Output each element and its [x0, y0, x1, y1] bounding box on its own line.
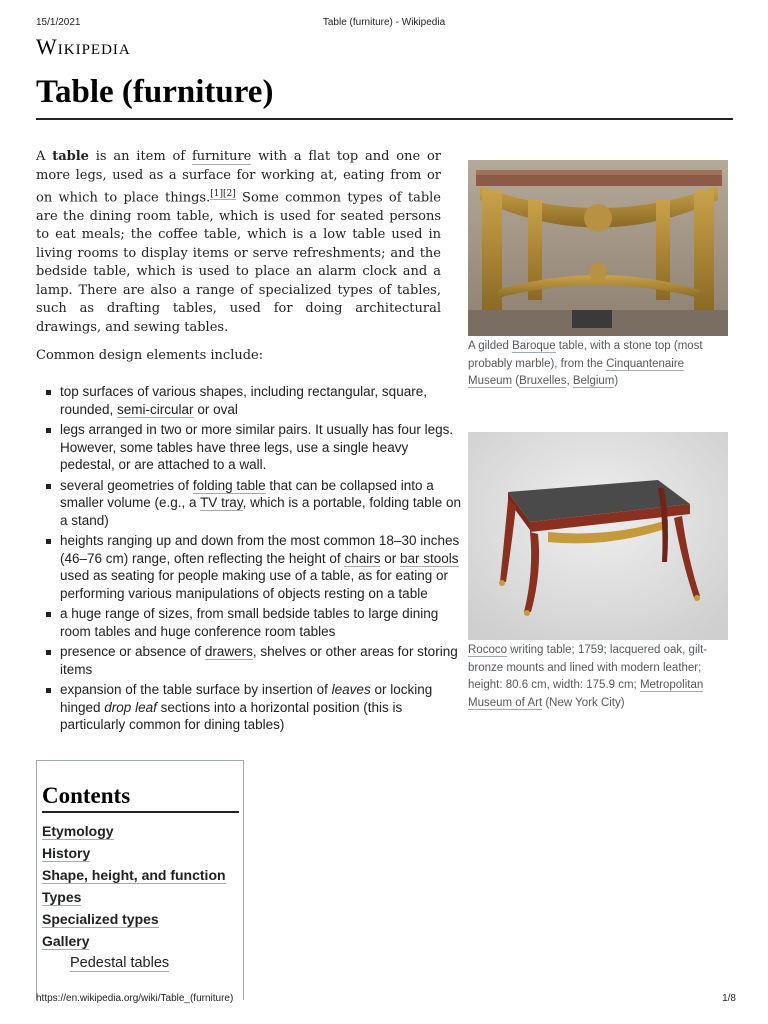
list-item: heights ranging up and down from the most common 18–30 inches (46–76 cm) range, often reflecting the height of chairs or bar stools used as seating for people making use of a table, as for eating or performing various manipulations of objects resting on a table [60, 532, 464, 602]
intro-paragraph: A table is an item of furniture with a flat top and one or more legs, used as a surface for working at, eating from or on which to place things.[1][2] Some common types of table are the dining room table, which is used for seated persons to eat meals; the coffee table, which is a low table used in living rooms to display items or serve refreshments; and the bedside table, which is used to place an alarm clock and a lamp. There are also a range of specialized types of tables, such as drafting tables, used for doing architectural drawings, and sewing tables. [36, 149, 442, 335]
toc-item-etymology[interactable]: Etymology [42, 823, 114, 839]
figure-caption: A gilded Baroque table, with a stone top (most probably marble), from the Cinquantenaire Museum (Bruxelles, Belgium) [468, 340, 703, 387]
page-number: 1/8 [722, 993, 736, 1004]
list-item: several geometries of folding table that can be collapsed into a smaller volume (e.g., a TV tray, which is a portable, folding table on a stand) [60, 477, 464, 530]
figure-caption: Rococo writing table; 1759; lacquered oak, gilt-bronze mounts and lined with modern leather; height: 80.6 cm, width: 175.9 cm; Metropolitan Museum of Art (New York City) [468, 644, 708, 709]
link-bruxelles[interactable]: Bruxelles [519, 375, 567, 387]
design-elements-list [36, 383, 464, 737]
link-semi-circular[interactable]: semi-circular [117, 401, 194, 417]
list-item: top surfaces of various shapes, including rectangular, square, rounded, semi-circular or oval [60, 383, 464, 418]
link-cinquantenaire-museum[interactable]: Cinquantenaire Museum [468, 357, 685, 387]
figure-baroque-table [468, 160, 728, 391]
toc-item-gallery[interactable]: Gallery [42, 933, 90, 949]
toc-item-types[interactable]: Types [42, 889, 82, 905]
print-date: 15/1/2021 [36, 17, 81, 28]
list-item: expansion of the table surface by insertion of leaves or locking hinged drop leaf sections into a horizontal position (this is particularly common for dining tables) [60, 681, 464, 734]
print-url: https://en.wikipedia.org/wiki/Table_(furniture) [36, 993, 234, 1004]
toc-heading: Contents [42, 783, 239, 813]
list-item: a huge range of sizes, from small bedside tables to large dining room tables and huge conference room tables [60, 605, 464, 640]
link-belgium[interactable]: Belgium [572, 375, 615, 387]
list-item: presence or absence of drawers, shelves or other areas for storing items [60, 643, 464, 678]
link-chairs[interactable]: chairs [344, 550, 381, 566]
link-drawers[interactable]: drawers [204, 644, 253, 659]
link-furniture[interactable]: furniture [191, 149, 252, 164]
print-page-title: Table (furniture) - Wikipedia [322, 17, 446, 28]
list-item: legs arranged in two or more similar pairs. It usually has four legs. However, some tables have three legs, use a single heavy pedestal, or are attached to a wall. [60, 421, 464, 474]
link-folding-table[interactable]: folding table [192, 477, 266, 493]
link-tv-tray[interactable]: TV tray [200, 495, 243, 510]
toc-item-history[interactable]: History [42, 845, 91, 861]
link-rococo[interactable]: Rococo [468, 644, 507, 656]
baroque-table-image[interactable] [468, 160, 728, 336]
design-intro: Common design elements include: [36, 348, 264, 363]
toc-item-specialized-types[interactable]: Specialized types [42, 911, 159, 927]
page-title: Table (furniture) [36, 72, 733, 120]
table-of-contents [36, 760, 244, 1000]
toc-item-shape-height-function[interactable]: Shape, height, and function [42, 867, 226, 883]
link-baroque[interactable]: Baroque [512, 340, 556, 352]
rococo-table-image[interactable] [468, 432, 728, 640]
toc-item-pedestal-tables[interactable]: Pedestal tables [70, 955, 170, 971]
link-metropolitan-museum[interactable]: Metropolitan Museum of Art [468, 679, 704, 709]
link-bar-stools[interactable]: bar stools [399, 550, 459, 566]
reference-links[interactable]: [1][2] [210, 189, 236, 199]
wikipedia-logo[interactable]: Wikipedia [36, 34, 131, 59]
figure-rococo-table [468, 432, 728, 712]
